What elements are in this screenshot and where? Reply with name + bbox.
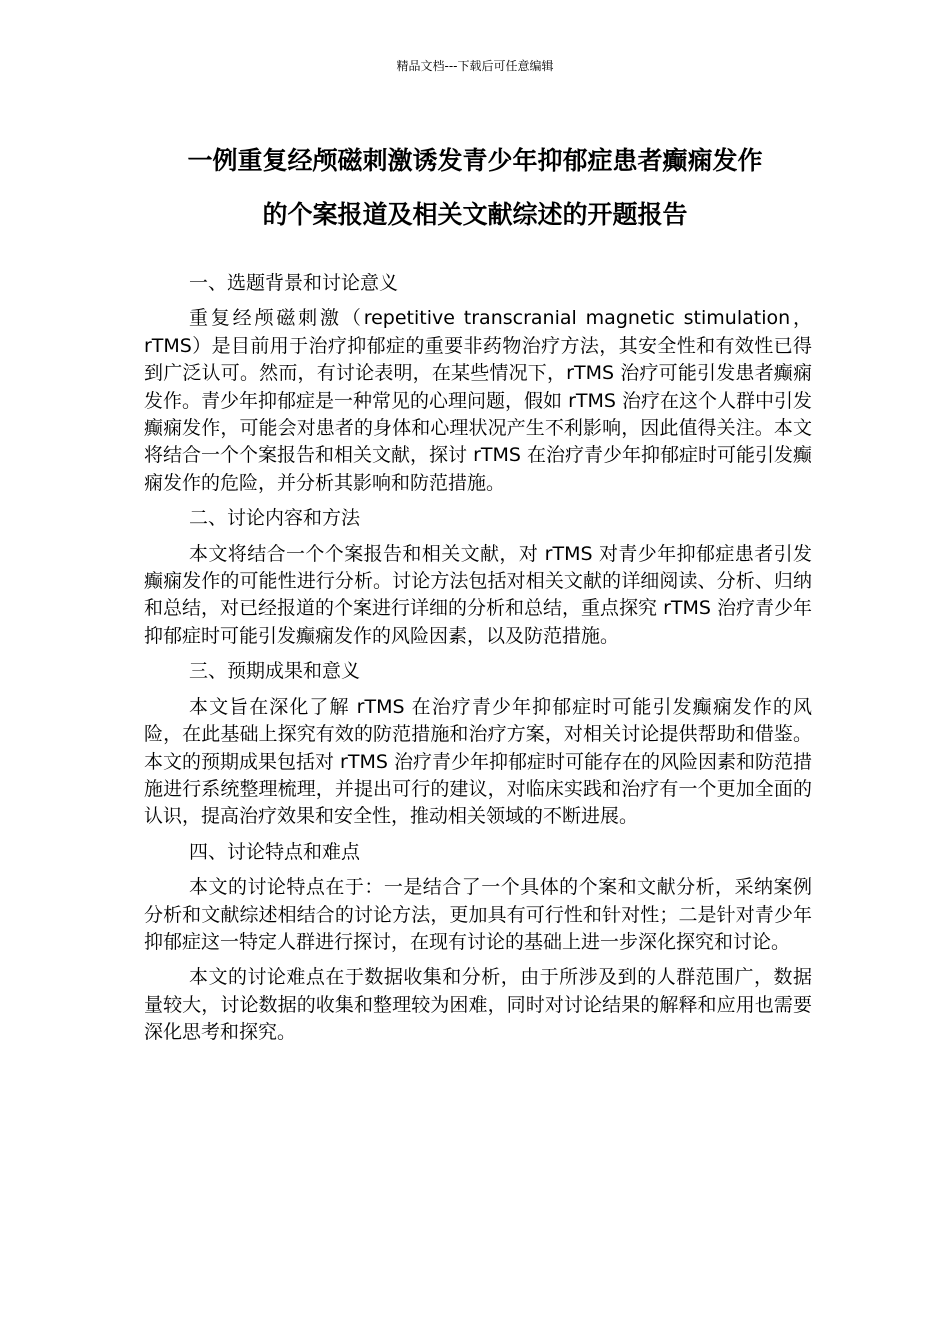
section-heading: 一、选题背景和讨论意义 bbox=[189, 272, 399, 294]
title-line-1: 一例重复经颅磁刺激诱发青少年抑郁症患者癫痫发作 bbox=[187, 146, 763, 175]
paragraph: 本文旨在深化了解 rTMS 在治疗青少年抑郁症时可能引发癫痫发作的风险，在此基础上探究有效的防范措施和治疗方案，对相关讨论提供帮助和借鉴。本文的预期成果包括对 rTMS 治疗青少年抑郁症时可能存在的风险因素和防范措施进行系统整理梳理，并提出可行的建议，对临床实践和治疗有一个更加全面的认识，提高治疗效果和安全性，推动相关领域的不断进展。 bbox=[144, 695, 812, 828]
paragraph: 本文将结合一个个案报告和相关文献，对 rTMS 对青少年抑郁症患者引发癫痫发作的可能性进行分析。讨论方法包括对相关文献的详细阅读、分析、归纳和总结，对已经报道的个案进行详细的分析和总结，重点探究 rTMS 治疗青少年抑郁症时可能引发癫痫发作的风险因素，以及防范措施。 bbox=[144, 542, 812, 647]
document-body bbox=[144, 270, 812, 1055]
title-line-2: 的个案报道及相关文献综述的开题报告 bbox=[262, 200, 688, 229]
section-heading: 二、讨论内容和方法 bbox=[189, 507, 361, 530]
section-heading: 三、预期成果和意义 bbox=[189, 660, 361, 683]
paragraph: 重复经颅磁刺激（repetitive transcranial magnetic stimulation，rTMS）是目前用于治疗抑郁症的重要非药物治疗方法，其安全性和有效性已得到广泛认可。然而，有讨论表明，在某些情况下，rTMS 治疗可能引发患者癫痫发作。青少年抑郁症是一种常见的心理问题，假如 rTMS 治疗在这个人群中引发癫痫发作，可能会对患者的身体和心理状况产生不利影响，因此值得关注。本文将结合一个个案报告和相关文献，探讨 rTMS 在治疗青少年抑郁症时可能引发癫痫发作的危险，并分析其影响和防范措施。 bbox=[144, 307, 812, 494]
document-title bbox=[120, 134, 830, 242]
paragraph: 本文的讨论难点在于数据收集和分析，由于所涉及到的人群范围广，数据量较大，讨论数据的收集和整理较为困难，同时对讨论结果的解释和应用也需要深化思考和探究。 bbox=[144, 966, 812, 1044]
paragraph: 本文的讨论特点在于：一是结合了一个具体的个案和文献分析，采纳案例分析和文献综述相结合的讨论方法，更加具有可行性和针对性；二是针对青少年抑郁症这一特定人群进行探讨，在现有讨论的基础上进一步深化探究和讨论。 bbox=[144, 876, 812, 953]
section-features-difficulties bbox=[144, 839, 812, 1047]
section-content-method bbox=[144, 505, 812, 650]
section-background bbox=[144, 270, 812, 497]
section-heading: 四、讨论特点和难点 bbox=[189, 840, 361, 863]
section-expected-results bbox=[144, 658, 812, 830]
header-note: 精品文档---下载后可任意编辑 bbox=[396, 59, 554, 73]
